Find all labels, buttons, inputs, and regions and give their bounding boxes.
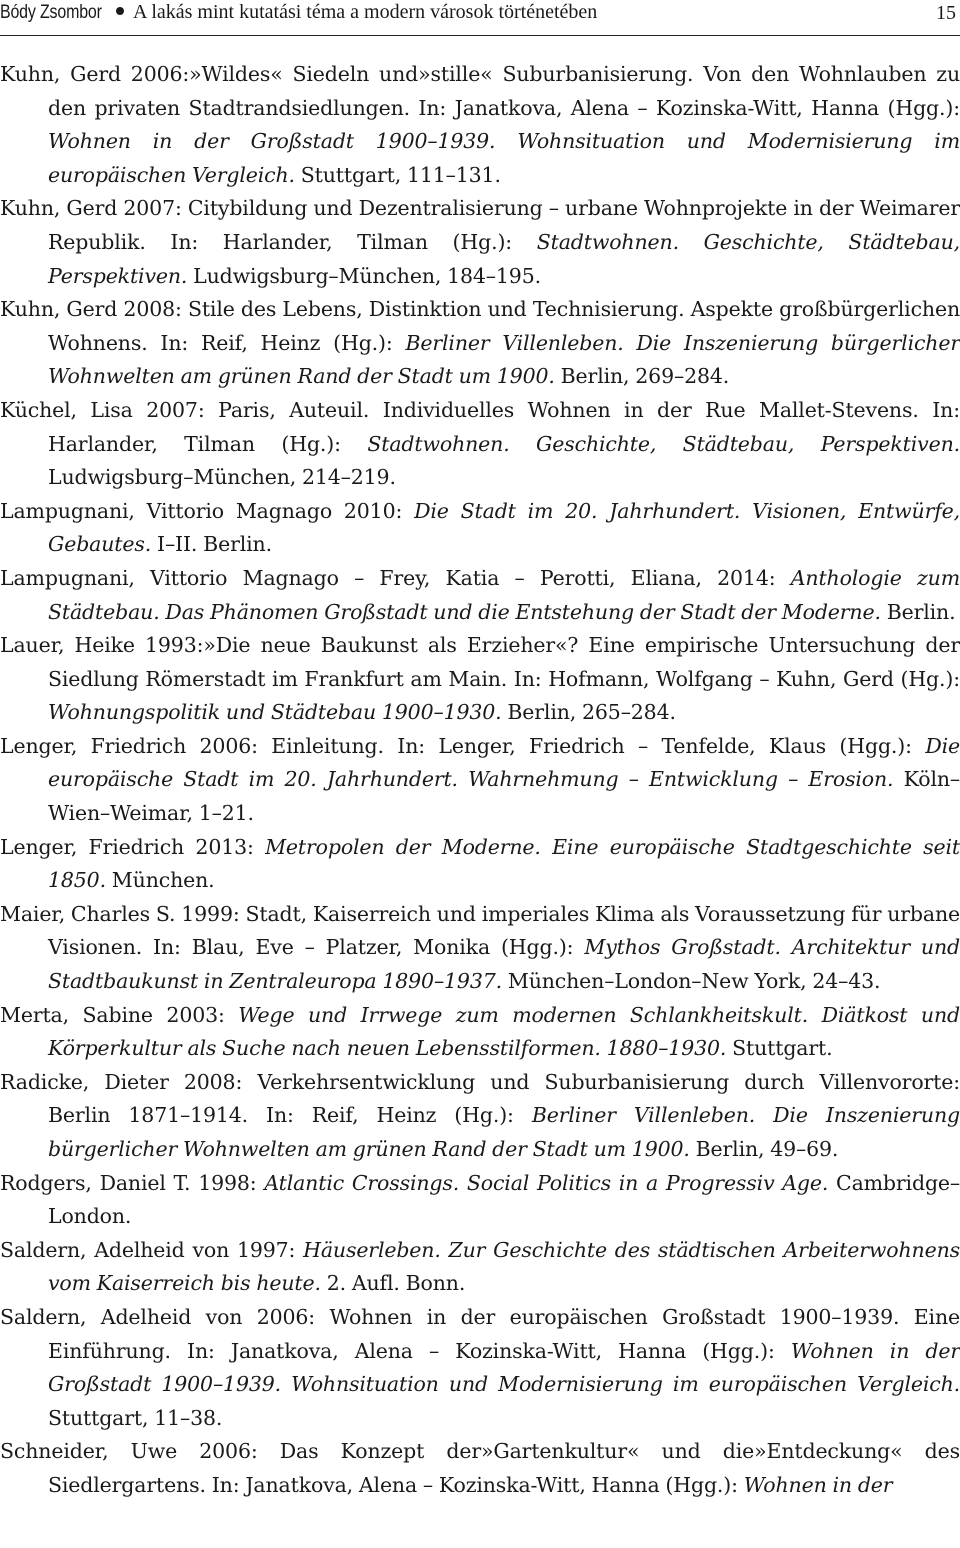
- reference-title: Stadtwohnen. Geschichte, Städtebau, Perspektiven.: [367, 431, 960, 456]
- reference-title: Wege und Irrwege zum modernen Schlankheitskult. Diätkost und Körperkultur als Suche nach neuen Lebensstilformen. 1880–1930.: [48, 1002, 960, 1061]
- reference-title: Atlantic Crossings. Social Politics in a Progressiv Age.: [264, 1170, 829, 1195]
- reference-entry: [0, 1301, 960, 1435]
- reference-title: Mythos Großstadt. Architektur und Stadtbaukunst in Zentraleuropa 1890–1937.: [48, 935, 960, 994]
- reference-text: Stuttgart, 11–38.: [48, 1405, 223, 1430]
- reference-title: Wohnen in der: [743, 1472, 893, 1497]
- reference-text: Stuttgart.: [726, 1036, 833, 1061]
- page-number: 15: [936, 2, 956, 24]
- reference-text: Lampugnani, Vittorio Magnago – Frey, Katia – Perotti, Eliana, 2014:: [0, 565, 791, 590]
- reference-text: Berlin, 49–69.: [689, 1137, 839, 1161]
- reference-text: Kuhn, Gerd 2008: Stile des Lebens, Distinktion und Technisierung. Aspekte großbürgerlichen Wohnens. In: Reif, Heinz (Hg.):: [0, 297, 960, 355]
- reference-entry: [0, 1234, 960, 1301]
- reference-text: Lenger, Friedrich 2013:: [0, 834, 266, 859]
- reference-title: Anthologie zum Städtebau. Das Phänomen Großstadt und die Entstehung der Stadt der Moderne.: [48, 565, 960, 624]
- reference-entry: [0, 1435, 960, 1502]
- reference-text: Saldern, Adelheid von 2006: Wohnen in der europäischen Großstadt 1900–1939. Eine Einführung. In: Janatkova, Alena – Kozinska-Witt, Hanna (Hgg.):: [0, 1304, 960, 1363]
- running-head: [0, 0, 960, 36]
- reference-text: Kuhn, Gerd 2006:»Wildes« Siedeln und»stille« Suburbanisierung. Von den Wohnlauben zu den privaten Stadtrandsiedlungen. In: Janatkova, Alena – Kozinska-Witt, Hanna (Hgg.):: [0, 62, 960, 120]
- reference-text: Lampugnani, Vittorio Magnago 2010:: [0, 498, 415, 523]
- running-head-title: A lakás mint kutatási téma a modern városok történetében: [116, 1, 597, 24]
- bibliography: [0, 58, 960, 1503]
- reference-entry: [0, 1167, 960, 1234]
- reference-text: Ludwigsburg–München, 184–195.: [187, 263, 541, 288]
- reference-text: Maier, Charles S. 1999: Stadt, Kaiserreich und imperiales Klima als Voraussetzung für urbane Visionen. In: Blau, Eve – Platzer, Monika (Hgg.):: [0, 901, 960, 960]
- reference-entry: [0, 562, 960, 629]
- reference-text: Lenger, Friedrich 2006: Einleitung. In: Lenger, Friedrich – Tenfelde, Klaus (Hgg.):: [0, 733, 926, 758]
- reference-text: Schneider, Uwe 2006: Das Konzept der»Gartenkultur« und die»Entdeckung« des Siedlergartens. In: Janatkova, Alena – Kozinska-Witt, Hanna (Hgg.):: [0, 1439, 960, 1497]
- reference-title: Wohnen in der Großstadt 1900–1939. Wohnsituation und Modernisierung im europäischen Vergleich.: [48, 129, 960, 187]
- reference-text: Stuttgart, 111–131.: [294, 162, 501, 187]
- reference-entry: [0, 831, 960, 898]
- reference-title: Berliner Villenleben. Die Inszenierung bürgerlicher Wohnwelten am grünen Rand der Stadt um 1900.: [48, 330, 960, 389]
- reference-entry: [0, 730, 960, 831]
- reference-entry: [0, 192, 960, 293]
- reference-text: Radicke, Dieter 2008: Verkehrsentwicklung und Suburbanisierung durch Villenvororte: Berlin 1871–1914. In: Reif, Heinz (Hg.):: [0, 1069, 960, 1128]
- reference-entry: [0, 1066, 960, 1167]
- reference-text: Berlin, 269–284.: [554, 364, 730, 389]
- reference-text: Köln–Wien–Weimar, 1–21.: [48, 767, 960, 826]
- reference-text: I–II. Berlin.: [151, 532, 272, 557]
- reference-text: Ludwigsburg–München, 214–219.: [48, 465, 396, 490]
- reference-text: Cambridge–London.: [48, 1170, 960, 1229]
- running-head-author: Bódy Zsombor: [0, 2, 102, 23]
- reference-entry: [0, 629, 960, 730]
- reference-text: Berlin.: [880, 599, 956, 624]
- reference-title: Wohnen in der Großstadt 1900–1939. Wohnsituation und Modernisierung im europäischen Vergleich.: [48, 1338, 960, 1397]
- reference-title: Stadtwohnen. Geschichte, Städtebau, Perspektiven.: [48, 229, 960, 288]
- reference-text: München.: [105, 868, 215, 893]
- reference-entry: [0, 58, 960, 192]
- reference-title: Wohnungspolitik und Städtebau 1900–1930.: [48, 700, 502, 725]
- reference-entry: [0, 495, 960, 562]
- reference-title: Die Stadt im 20. Jahrhundert. Visionen, Entwürfe, Gebautes.: [48, 498, 960, 557]
- reference-entry: [0, 293, 960, 394]
- reference-title: Die europäische Stadt im 20. Jahrhundert. Wahrnehmung – Entwicklung – Erosion.: [48, 733, 960, 792]
- reference-text: Kuhn, Gerd 2007: Citybildung und Dezentralisierung – urbane Wohnprojekte in der Weimarer Republik. In: Harlander, Tilman (Hg.):: [0, 196, 960, 254]
- reference-text: Saldern, Adelheid von 1997:: [0, 1237, 304, 1262]
- reference-text: 2. Aufl. Bonn.: [320, 1271, 466, 1296]
- reference-text: Rodgers, Daniel T. 1998:: [0, 1170, 265, 1195]
- reference-entry: [0, 898, 960, 999]
- reference-title: Metropolen der Moderne. Eine europäische Stadtgeschichte seit 1850.: [48, 834, 960, 893]
- reference-text: Küchel, Lisa 2007: Paris, Auteuil. Individuelles Wohnen in der Rue Mallet-Stevens. In: Harlander, Tilman (Hg.):: [0, 397, 960, 456]
- reference-text: München–London–New York, 24–43.: [501, 969, 881, 994]
- reference-text: Merta, Sabine 2003:: [0, 1002, 239, 1027]
- reference-title: Häuserleben. Zur Geschichte des städtischen Arbeiterwohnens vom Kaiserreich bis heute.: [48, 1237, 960, 1296]
- reference-entry: [0, 394, 960, 495]
- reference-text: Berlin, 265–284.: [501, 700, 676, 725]
- reference-title: Berliner Villenleben. Die Inszenierung bürgerlicher Wohnwelten am grünen Rand der Stadt um 1900.: [48, 1103, 960, 1161]
- reference-entry: [0, 999, 960, 1066]
- reference-text: Lauer, Heike 1993:»Die neue Baukunst als Erzieher«? Eine empirische Untersuchung der Siedlung Römerstadt im Frankfurt am Main. In: Hofmann, Wolfgang – Kuhn, Gerd (Hg.):: [0, 633, 960, 691]
